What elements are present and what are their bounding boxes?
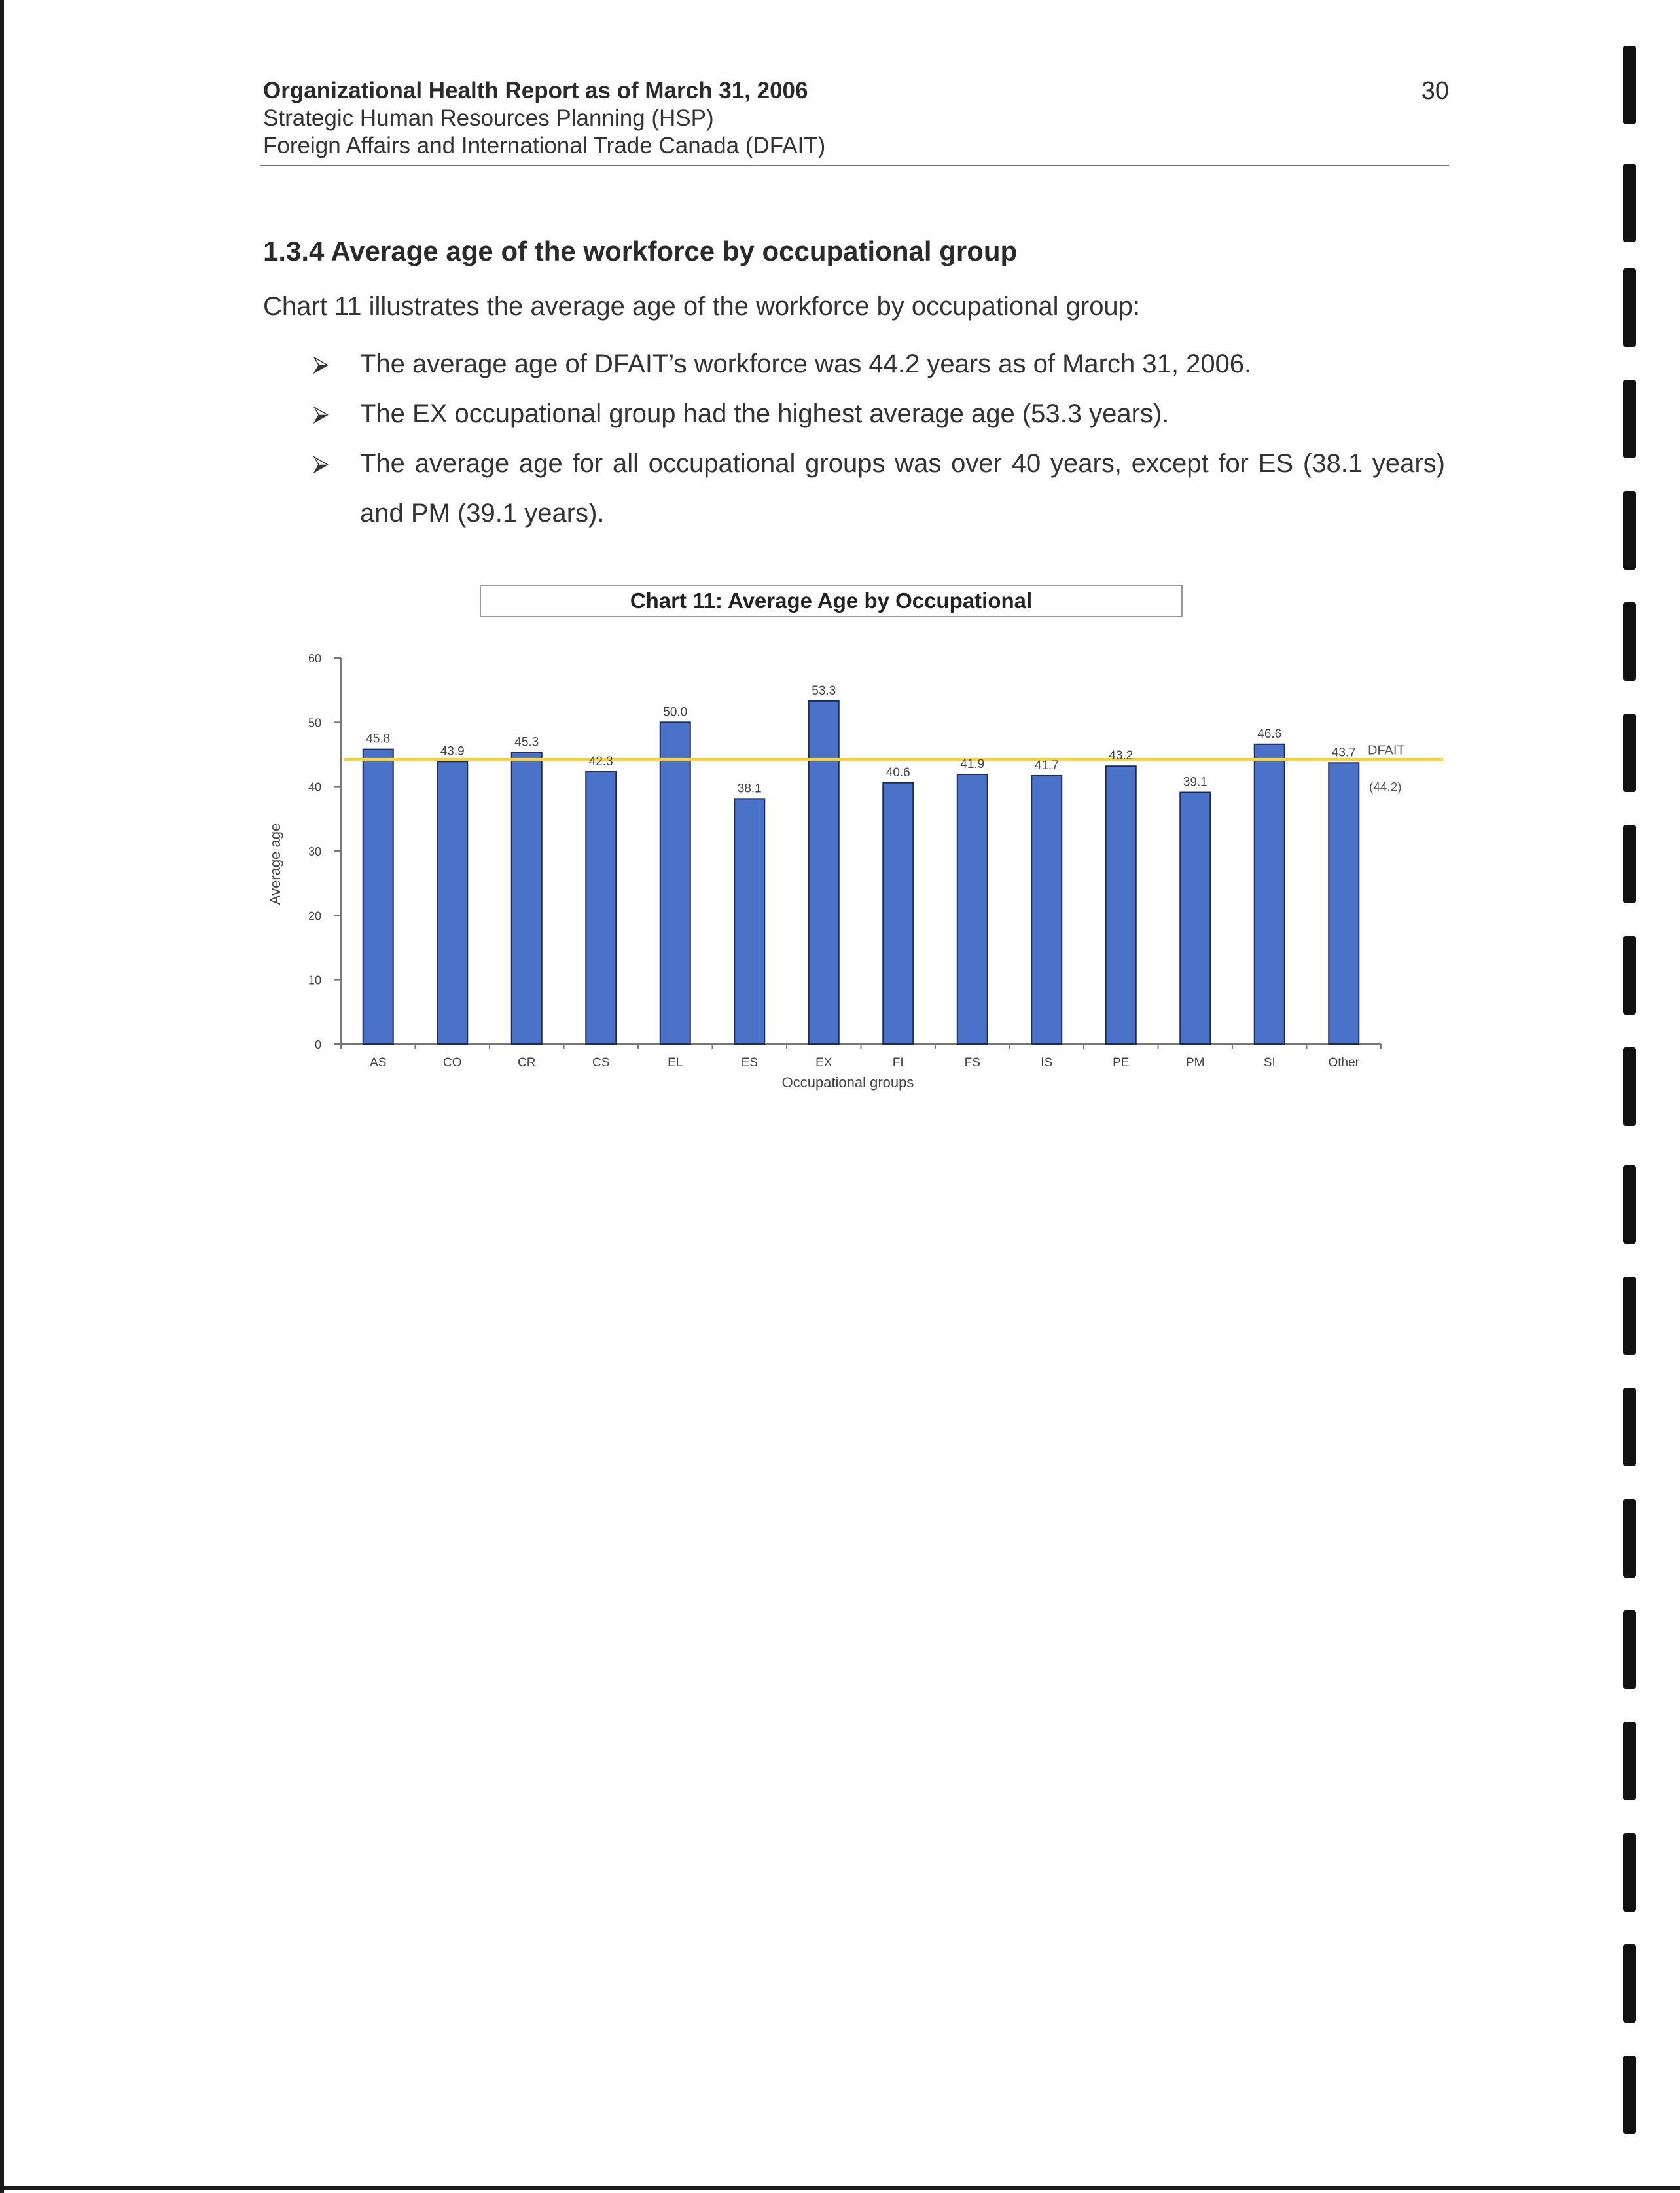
reference-line-label: DFAIT xyxy=(1368,743,1405,758)
department-name: Foreign Affairs and International Trade Canada (DFAIT) xyxy=(263,133,826,158)
x-tick-label: PM xyxy=(1186,1056,1205,1070)
bar-value-label: 45.8 xyxy=(366,732,391,746)
bar-value-label: 41.9 xyxy=(960,757,985,771)
bar-pe xyxy=(1106,766,1136,1044)
bar-es xyxy=(734,799,764,1044)
y-axis-title: Average age xyxy=(267,823,283,905)
bar-value-label: 41.7 xyxy=(1034,758,1059,772)
intro-paragraph: Chart 11 illustrates the average age of the workforce by occupational group: xyxy=(263,292,1141,321)
y-tick-label: 10 xyxy=(308,973,321,987)
x-tick-label: CR xyxy=(518,1056,536,1070)
bar-pm xyxy=(1180,793,1210,1044)
page-number: 30 xyxy=(1421,77,1449,105)
x-tick-label: PE xyxy=(1113,1056,1130,1070)
bar-value-label: 50.0 xyxy=(663,705,688,719)
y-tick-label: 30 xyxy=(308,845,321,858)
x-tick-label: IS xyxy=(1041,1056,1053,1070)
bar-value-label: 43.9 xyxy=(440,744,465,759)
bar-fi xyxy=(883,783,913,1044)
y-tick-label: 20 xyxy=(308,909,321,923)
bar-value-label: 43.7 xyxy=(1331,746,1356,760)
bar-fs xyxy=(957,774,988,1044)
x-tick-label: CS xyxy=(592,1056,610,1070)
arrow-bullet-icon: ⮚ xyxy=(313,401,329,426)
arrow-bullet-icon: ⮚ xyxy=(313,352,329,376)
bar-value-label: 39.1 xyxy=(1183,775,1207,789)
bar-ex xyxy=(809,701,839,1044)
report-title: Organizational Health Report as of March 31, 2006 xyxy=(263,78,808,103)
bar-si xyxy=(1255,744,1285,1044)
bar-value-label: 43.2 xyxy=(1109,749,1134,763)
x-tick-label: FS xyxy=(964,1056,980,1070)
x-tick-label: CO xyxy=(443,1056,462,1070)
y-tick-label: 0 xyxy=(314,1038,321,1051)
bar-other xyxy=(1329,763,1359,1044)
section-title: 1.3.4 Average age of the workforce by occupational group xyxy=(263,236,1018,266)
bar-value-label: 42.3 xyxy=(588,755,613,769)
y-tick-label: 50 xyxy=(308,716,321,730)
y-tick-label: 40 xyxy=(308,780,321,794)
bar-cr xyxy=(512,753,542,1044)
bullet-text: The average age of DFAIT’s workforce was 44.2 years as of March 31, 2006. xyxy=(360,350,1252,378)
unit-name: Strategic Human Resources Planning (HSP) xyxy=(263,105,714,131)
bar-value-label: 38.1 xyxy=(737,782,762,796)
x-tick-label: ES xyxy=(741,1056,758,1070)
bar-is xyxy=(1031,776,1062,1044)
bullet-text: The average age for all occupational groups was over 40 years, except for ES (38.1 years) and PM (39.1 years). xyxy=(360,449,1445,528)
bar-value-label: 46.6 xyxy=(1257,727,1282,741)
bar-el xyxy=(660,722,690,1044)
x-tick-label: EX xyxy=(815,1056,832,1070)
reference-line-value: (44.2) xyxy=(1369,780,1402,795)
bar-co xyxy=(437,761,467,1044)
chart-bars xyxy=(344,701,1443,1044)
x-tick-label: EL xyxy=(668,1056,683,1070)
chart-title: Chart 11: Average Age by Occupational xyxy=(630,589,1033,613)
arrow-bullet-icon: ⮚ xyxy=(313,451,329,476)
x-tick-label: AS xyxy=(370,1056,387,1070)
bullet-text: The EX occupational group had the highest average age (53.3 years). xyxy=(360,399,1170,428)
x-tick-label: SI xyxy=(1263,1056,1276,1070)
bar-value-label: 53.3 xyxy=(812,683,836,698)
x-axis-title: Occupational groups xyxy=(781,1074,914,1091)
x-tick-label: Other xyxy=(1328,1056,1360,1070)
bar-value-label: 45.3 xyxy=(514,735,539,750)
x-tick-label: FI xyxy=(892,1056,904,1070)
bar-cs xyxy=(586,772,616,1044)
y-tick-label: 60 xyxy=(308,652,321,665)
bar-as xyxy=(363,750,393,1044)
chart-axes xyxy=(334,658,1381,1049)
bar-value-label: 40.6 xyxy=(885,765,910,780)
